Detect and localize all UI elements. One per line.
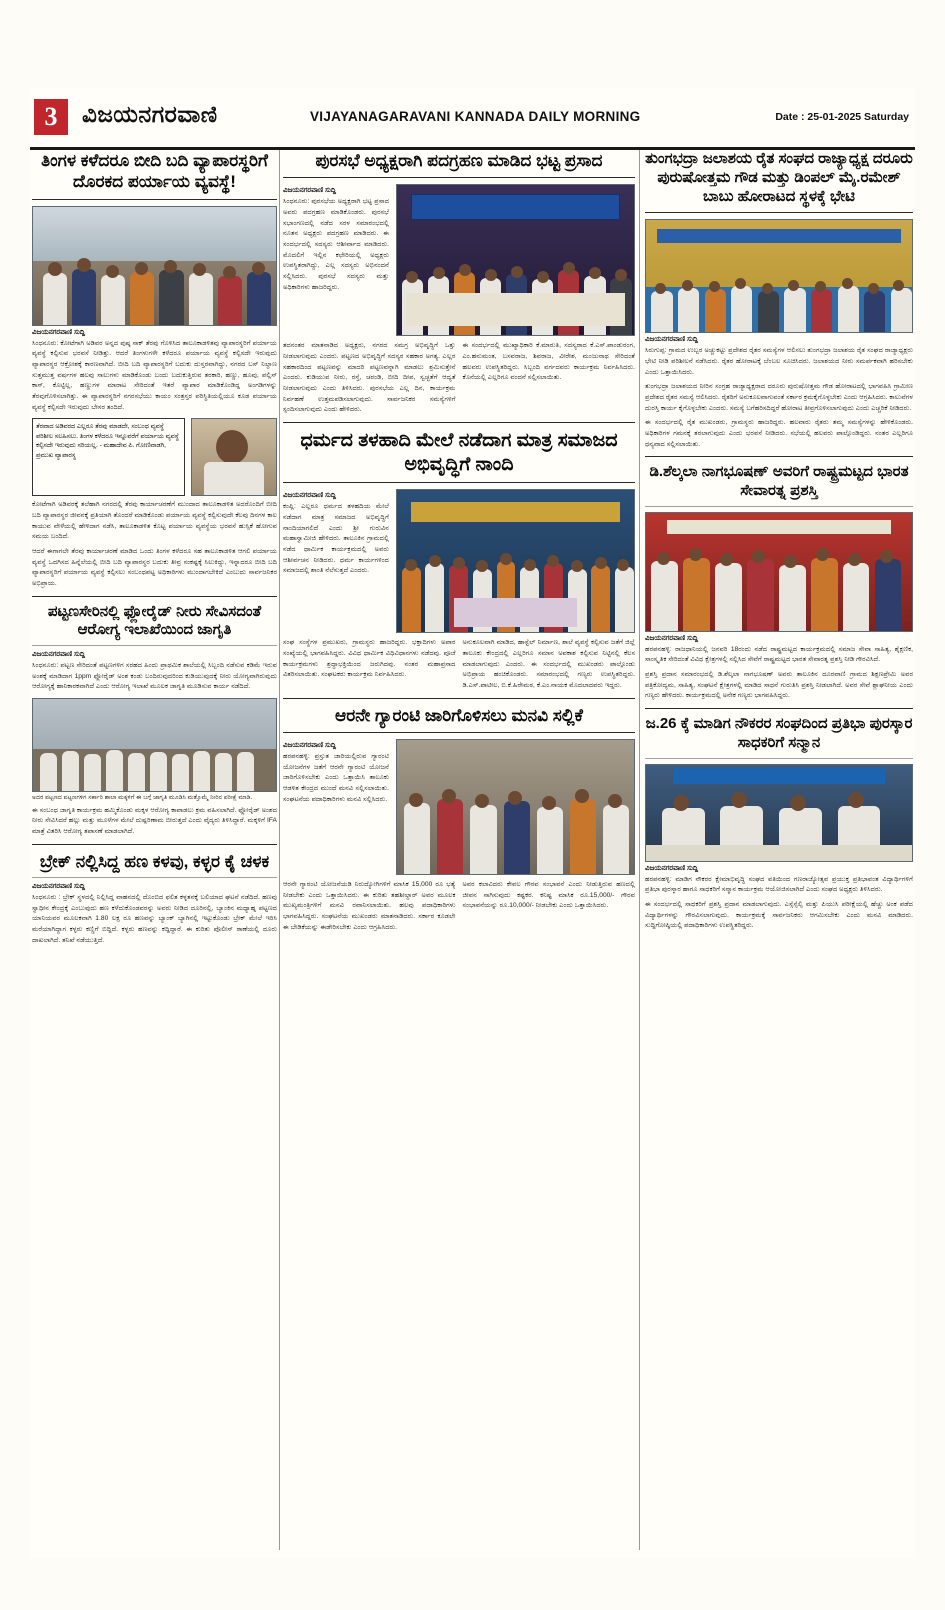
photo-school-students — [32, 698, 277, 792]
byline-c2-3: ವಿಜಯನಗರವಾಣಿ ಸುದ್ದಿ — [283, 742, 337, 750]
byline-c3-2: ವಿಜಯನಗರವಾಣಿ ಸುದ್ದಿ — [645, 634, 699, 642]
photo-vendor-portrait — [191, 418, 277, 496]
byline-2: ವಿಜಯನಗರವಾಣಿ ಸುದ್ದಿ — [32, 651, 86, 659]
article-guarantee-b: ಆರನೇ ಗ್ಯಾರಂಟಿ ಯೋಜನೆಯಡಿ ನಿರುದ್ಯೋಗಿಗಳಿಗೆ ಮಾಸಿಕ 15,000 ರೂ ಭತ್ಯೆ ನೀಡಬೇಕು ಎಂದು ಒತ್ತಾಯಿಸಿದರು. ಈ ಕುರಿತು ತಹಶೀಲ್ದಾರ್ ಅವರ ಮೂಲಕ ಮುಖ್ಯಮಂತ್ರಿಗಳಿಗೆ ಮನವಿ ರವಾನಿಸಲಾಯಿತು. ಹಲವು ಪದಾಧಿಕಾರಿಗಳು ಭಾಗವಹಿಸಿದ್ದರು. ಸಂಘಟನೆಯ ಮುಖಂಡರು ಮಾತನಾಡಿದರು. ಸರ್ಕಾರ ಕೂಡಲೇ ಈ ಬೇಡಿಕೆಯನ್ನು ಈಡೇರಿಸಬೇಕು ಎಂದು ಆಗ್ರಹಿಸಿದರು. — [283, 881, 456, 931]
article-talent: ಹರಪನಹಳ್ಳಿ: ಮಾಡಿಗ ನೌಕರರ ಕ್ಷೇಮಾಭಿವೃದ್ಧಿ ಸಂಘದ ವತಿಯಿಂದ ಗಣರಾಜ್ಯೋತ್ಸವ ಪ್ರಯುಕ್ತ ಪ್ರತಿಭಾವಂತ ವಿದ್ಯಾರ್ಥಿಗಳಿಗೆ ಪ್ರತಿಭಾ ಪುರಸ್ಕಾರ ಹಾಗೂ ಸಾಧಕರಿಗೆ ಸನ್ಮಾನ ಕಾರ್ಯಕ್ರಮ ಆಯೋಜಿಸಲಾಗಿದೆ ಎಂದು ಸಂಘದ ಅಧ್ಯಕ್ಷರು ತಿಳಿಸಿದರು. — [645, 875, 913, 894]
byline-c3-3: ವಿಜಯನಗರವಾಣಿ ಸುದ್ದಿ — [645, 864, 699, 872]
article-award-b: ಪ್ರಶಸ್ತಿ ಪ್ರದಾನ ಸಮಾರಂಭದಲ್ಲಿ ಡಿ.ಶೆಲ್ಕಲಾ ನಾಗಭೂಷಣ್ ಅವರು ತಾಲೂಕಿನ ದೂರವಾಣಿ ಗ್ರಾಮದ ಶಿಕ್ಷಣಪ್ರೇಮಿ ಅವರ ಪತ್ರಿಕೋದ್ಯಮ, ಸಾಹಿತ್ಯ, ಸಂಘಟನೆ ಕ್ಷೇತ್ರಗಳಲ್ಲಿ ಮಾಡಿದ ಸಾಧನೆ ಗುರುತಿಸಿ ಪ್ರಶಸ್ತಿ ನೀಡಲಾಗಿದೆ. ಅವರ ಸೇವೆ ಶ್ಲಾಘನೀಯ ಎಂದು ಗಣ್ಯರು ಹೇಳಿದರು. ಕಾರ್ಯಕ್ರಮದಲ್ಲಿ ಅನೇಕ ಗಣ್ಯರು ಭಾಗವಹಿಸಿದ್ದರು. — [645, 671, 913, 700]
article-guarantee-c: ಅವರ ಕಲಾವಿದರು ಕೇವಲ ಗೌರವ ಸಂಭಾವನೆ ಎಂದು ನೀಡುತ್ತಿರುವ ಹಣದಲ್ಲಿ ಜೀವನ ಸಾಗಿಸುವುದು ಕಷ್ಟಕರ. ಕನಿಷ್ಟ ಮಾಸಿಕ ರೂ.15,000/- ಗೌರವ ಸಂಭಾವನೆಯನ್ನು ರೂ.10,000/- ನೀಡಬೇಕು ಎಂದು ಒತ್ತಾಯಿಸಿದರು. — [462, 881, 635, 910]
article-dharma-c: ಅನುಕೂಲವಾಗಿ ಮಾಡಿದ, ಹಾಸ್ಟೆಲ್ ನಿರ್ಮಾಣ, ಶಾಲೆ ವ್ಯವಸ್ಥೆ ಕಲ್ಪಿಸುವ ಜತೆಗೆ ಜಿಲ್ಲೆ ತಾಲೂಕು ಕೇಂದ್ರದಲ್ಲಿ ಎಲ್ಲರಿಗೂ ಸಮಾನ ಅವಕಾಶ ಕಲ್ಪಿಸುವ ನಿಟ್ಟಿನಲ್ಲಿ ಕೆಲಸ ಮಾಡಲಾಗುವುದು ಎಂದರು. ಈ ಸಂದರ್ಭದಲ್ಲಿ ಮುಖಂಡರು ಪಾಲ್ಗೊಂಡು ಅಭಿಪ್ರಾಯ ಹಂಚಿಕೊಂಡರು. ಸಮಾರಂಭದಲ್ಲಿ ಗಣ್ಯರು ಉಪಸ್ಥಿತರಿದ್ದರು. ಡಿ.ಎಸ್.ಪಾಟೀಲ, ಬಿ.ಕೆ.ಹಿರೇಮಠ, ಕೆ.ಎಂ.ನಾಯಕ ಮೊದಲಾದವರು ಇದ್ದರು. — [462, 639, 635, 690]
masthead-english-title — [310, 109, 640, 124]
column-right — [645, 150, 913, 932]
article-award: ಹರಪನಹಳ್ಳಿ: ರಾಜಧಾನಿಯಲ್ಲಿ ಜನವರಿ 18ರಂದು ನಡೆದ ರಾಷ್ಟ್ರಮಟ್ಟದ ಕಾರ್ಯಕ್ರಮದಲ್ಲಿ ಸಮಾಜ ಸೇವಾ ಸಾಹಿತ್ಯ, ಶೈಕ್ಷಣಿಕ, ಸಾಂಸ್ಕೃತಿಕ ಸೇರಿದಂತೆ ವಿವಿಧ ಕ್ಷೇತ್ರಗಳಲ್ಲಿ ಸಲ್ಲಿಸಿದ ಸೇವೆಗೆ ರಾಷ್ಟ್ರಮಟ್ಟದ ಭಾರತ ಸೇವಾರತ್ನ ಪ್ರಶಸ್ತಿ ನೀಡಿ ಗೌರವಿಸಿದೆ. — [645, 645, 913, 664]
article-fluoride-water-b: ಈ ಸಂಬಂಧ ಜಾಗೃತಿ ಕಾರ್ಯಕ್ರಮ ಹಮ್ಮಿಕೊಂಡು ಮಕ್ಕಳ ಆರೋಗ್ಯ ಕಾಪಾಡಲು ಕ್ರಮ ವಹಿಸಲಾಗಿದೆ. ಫ್ಲೋರೈಡ್ ಅಂಶದ ನೀರು ಸೇವಿಸಿದರೆ ಹಲ್ಲು ಮತ್ತು ಮೂಳೆಗಳ ಮೇಲೆ ದುಷ್ಪರಿಣಾಮ ಬೀರುತ್ತದೆ ಎಂದು ವೈದ್ಯರು ತಿಳಿಸಿದ್ದಾರೆ. ಮಕ್ಕಳಿಗೆ IFA ಮಾತ್ರೆ ವಿತರಿಸಿ ಆರೋಗ್ಯ ತಪಾಸಣೆ ಮಾಡಲಾಗಿದೆ. — [32, 806, 277, 836]
headline-municipal-president: ಪುರಸಭೆ ಅಧ್ಯಕ್ಷರಾಗಿ ಪದಗ್ರಹಣ ಮಾಡಿದ ಭಟ್ಟ ಪ್ರಸಾದ — [315, 151, 603, 170]
article-municipal-president-c: ಈ ಸಂದರ್ಭದಲ್ಲಿ ಮುಖ್ಯಾಧಿಕಾರಿ ಕೆ.ಮಾರುತಿ, ಸದಸ್ಯರಾದ ಕೆ.ಎಸ್.ಪಾಂಡುರಂಗ, ಎಂ.ಹನುಮಂತ, ಬಸವರಾಜ, ಶಿವರಾಜ, ವೀರೇಶ, ಮಂಜುನಾಥ ಸೇರಿದಂತೆ ಹಲವರು ಉಪಸ್ಥಿತರಿದ್ದರು. ಸಿಬ್ಬಂದಿ ವರ್ಗದವರು ಕಾರ್ಯಕ್ರಮ ನಿರ್ವಹಿಸಿದರು. ಕೊನೆಯಲ್ಲಿ ಎಲ್ಲರಿಗೂ ವಂದನೆ ಸಲ್ಲಿಸಲಾಯಿತು. — [462, 342, 635, 382]
article-guarantee: ಹರಪನಹಳ್ಳಿ: ಪ್ರಸ್ತುತ ಜಾರಿಯಲ್ಲಿರುವ ಗ್ಯಾರಂಟಿ ಯೋಜನೆಗಳ ಜತೆಗೆ ಆರನೇ ಗ್ಯಾರಂಟಿ ಯೋಜನೆ ಜಾರಿಗೊಳಿಸಬೇಕು ಎಂದು ಒತ್ತಾಯಿಸಿ ತಾಲೂಕು ಆಡಳಿತ ಕೇಂದ್ರದ ಮುಂದೆ ಮನವಿ ಸಲ್ಲಿಸಲಾಯಿತು. ಸಂಘಟನೆಯ ಪದಾಧಿಕಾರಿಗಳು ಮನವಿ ಸಲ್ಲಿಸಿದರು. — [283, 753, 389, 803]
article-municipal-president-b: ತದನಂತರ ಮಾತನಾಡಿದ ಅಧ್ಯಕ್ಷರು, ನಗರದ ಸಮಗ್ರ ಅಭಿವೃದ್ಧಿಗೆ ಒತ್ತು ನೀಡಲಾಗುವುದು ಎಂದರು. ಪಟ್ಟಣದ ಅಭಿವೃದ್ಧಿಗೆ ಸದಸ್ಯರ ಸಹಕಾರ ಅಗತ್ಯ. ಎಲ್ಲರ ಸಹಕಾರದಿಂದ ಪಟ್ಟಣವನ್ನು ಮಾದರಿ ಪಟ್ಟಣವನ್ನಾಗಿ ಮಾಡಲು ಶ್ರಮಿಸುತ್ತೇನೆ ಎಂದರು. ಕುಡಿಯುವ ನೀರು, ರಸ್ತೆ, ಚರಂಡಿ, ಬೀದಿ ದೀಪ, ಸ್ವಚ್ಛತೆಗೆ ಆದ್ಯತೆ ನೀಡಲಾಗುವುದು ಎಂದು ತಿಳಿಸಿದರು. ಪುರಸಭೆಯ ಎಲ್ಲ ದಿನ, ಕಾರ್ಯಕ್ರಮ ನಿರ್ವಹಣೆ ಉತ್ತಮಪಡಿಸಲಾಗುವುದು. ಸಾರ್ವಜನಿಕರ ಸಮಸ್ಯೆಗಳಿಗೆ ಸ್ಪಂದಿಸಲಾಗುವುದು ಎಂದು ಹೇಳಿದರು. — [283, 342, 456, 414]
masthead-date: Date : 25-01-2025 Saturday — [775, 111, 909, 123]
article-money-theft: ಸಿಂಧನೂರು : ಬ್ರೇಕ್ ಸ್ಥಳದಲ್ಲಿ ನಿಲ್ಲಿಸಿದ್ದ ವಾಹನದಲ್ಲಿ ದೊಂಬಿದ ಫಲಿತ ಕಳ್ಳತನಕ್ಕೆ ಬಲಿಯಾದ ಘಟನೆ ನಡೆದಿದೆ. ಹಣವು ಸ್ವಾಧೀನ ಕೇಂದ್ರಕ್ಕೆ ಎಂಬುವುದು ಹಣ ಕಳೆದುಕೊಂಡವರನ್ನು ಅವರು ನೀಡಿದ ದೂರಿನಲ್ಲಿ, ಬ್ಯಾಂಕಿನ ಮಧ್ಯಾಹ್ನ ಪಟ್ಟಣದ ಯಾನಿಯವರ ಮೂಲಕವಾಗಿ 1.80 ಲಕ್ಷ ರೂ ಹಣವನ್ನು ಬ್ಯಾಂಕ್ ಬ್ಯಾಗಿನಲ್ಲಿ ಇಟ್ಟುಕೊಂಡು ಬ್ರೇಕ್ ಮೇಲೆ ಇರಿಸಿ ಮರೆಯಾಗಿದ್ದಾಗ ಕಳ್ಳರು ಕಣ್ಣಿಗೆ ಬಿದ್ದಿದೆ. ಕಳ್ಳರು ಹಣವನ್ನು ಕದ್ದಿದ್ದಾರೆ. ಈ ಕುರಿತು ಪೊಲೀಸ್ ಠಾಣೆಯಲ್ಲಿ ದೂರು ದಾಖಲಾಗಿದೆ. ತನಿಖೆ ನಡೆಯುತ್ತಿದೆ. — [32, 894, 277, 944]
photo-dharma-function — [396, 489, 635, 633]
headline-money-theft: ಬ್ರೇಕ್ ನಲ್ಲಿಸಿದ್ದ ಹಣ ಕಳವು, ಕಳ್ಳರ ಕೈ ಚಳಕ — [39, 851, 270, 871]
column-center — [283, 150, 635, 933]
headline-tungabhadra-farmers: ತುಂಗಭದ್ರಾ ಜಲಾಶಯ ರೈತ ಸಂಘದ ರಾಜ್ಯಾಧ್ಯಕ್ಷ ದರೂರು ಪುರುಷೋತ್ತಮ ಗೌಡ ಮತ್ತು ಡಿಂಪಲ್ ಮೈ.ರಮೇಶ್ ಬಾಬು ಹೋರಾಟದ ಸ್ಥಳಕ್ಕೆ ಭೇಟಿ — [645, 150, 913, 205]
article-street-vendors-b: ಕೋಟೆಗಾಗಿ ಅಡಿವರಕ್ಕೆ ತಲೆಹಾಗಿ ನಗರದಲ್ಲಿ ತೆರವು ಕಾರ್ಯಾಚರಣೆಗೆ ಮುಂದಾದ ತಾಲೂಕಾಡಳಿತ ಅದರೊಂದಿಗೆ ಬೀದಿ ಬದಿ ವ್ಯಾಪಾರಸ್ಥರ ಜೀವನಕ್ಕೆ ಪ್ರತಿಯಾಗಿ ತೊಂದರೆ ಮಾಡಿಕೊಂಡು ಪರ್ಯಾಯ ವ್ಯವಸ್ಥೆ ಕಲ್ಪಿಸುವುದೇ ಕೆಲವು ದಿನಗಳ ಕಾಲ ಕಾಯುವ ವೇಳೆಯಲ್ಲಿ ಹೇಳಿದಾಗ ನಡೆಸಿ, ತಾಲೂಕಾಡಳಿತ ಕೊಟ್ಟ ಪರ್ಯಾಯ ವ್ಯವಸ್ಥೆಯ ಭರವಸೆ ಹುಸ್ಸಿಕೆ ಹೋಗುವ ಸಮಯ ಬಂದಿದೆ. — [32, 501, 277, 541]
headline-talent-award: ಜ.26 ಕ್ಕೆ ಮಾಡಿಗ ನೌಕರರ ಸಂಘದಿಂದ ಪ್ರತಿಭಾ ಪುರಸ್ಕಾರ ಸಾಧಕರಿಗೆ ಸನ್ಮಾನ — [645, 715, 913, 751]
photo-municipal-ceremony — [396, 184, 635, 336]
byline-c3-1: ವಿಜಯನಗರವಾಣಿ ಸುದ್ದಿ — [645, 336, 699, 344]
article-street-vendors-c: ಆದರೆ ಈಗಾಗಲೇ ತೆರವು ಕಾರ್ಯಾಚರಣೆ ಮಾಡಿದ ಒಂದು ತಿಂಗಳ ಕಳೆದರೂ ಸಹ ತಾಲೂಕಾಡಳಿತ ಆಗಲಿ ಪರ್ಯಾಯ ವ್ಯವಸ್ಥೆ ಒದಗಿಸದ ಹಿನ್ನೆಲೆಯಲ್ಲಿ ಬೀದಿ ಬದಿ ವ್ಯಾಪಾರಸ್ಥರ ಬದುಕು ತೀವ್ರ ಸಂಕಷ್ಟಕ್ಕೆ ಸಿಲುಕಿದ್ದು, ಇನ್ನಾದರೂ ಬೀದಿ ಬದಿ ವ್ಯಾಪಾರಸ್ಥರಿಗೆ ಪರ್ಯಾಯ ವ್ಯವಸ್ಥೆ ಕಲ್ಪಿಸಲು ಸಂಬಂಧಪಟ್ಟ ಅಧಿಕಾರಿಗಳು ಮುಂದಾಗಬೇಕಿದೆ ಎಂಬುದು ಸಾರ್ವಜನಿಕರ ಅಭಿಪ್ರಾಯ. — [32, 547, 277, 587]
quote-box: ತೆರವಾದ ಅಡಿವರದ ಎಲ್ಲರೂ ತೆರವು ಮಾಡದೇ, ಸಂಬಂಧ ವ್ಯವಸ್ಥೆ ಪರಿಶೀಲ ಸಲಹಿಸಲು. ತಿಂಗಳ ಕಳೆದರೂ ಇನ್ನೂವರೆಗೆ ಪರ್ಯಾಯ ವ್ಯವಸ್ಥೆ ಕಲ್ಪಿಸದೇ ಇರುವುದು ಸರಿಯಲ್ಲ. - ಮಹಾದೇವ ಪಿ. ಗೋಣಿವಾಡಗಿ, ಪ್ರಮುಖ ವ್ಯಾಪಾರಸ್ಥ — [32, 418, 185, 496]
photo-protest-group — [32, 206, 277, 326]
photo-memorandum-submission — [396, 739, 635, 875]
article-tungabhadra-b: ತುಂಗಭದ್ರಾ ಜಲಾಶಯದ ನೀರಿನ ಸಂಗ್ರಹ ರಾಜ್ಯಾಧ್ಯಕ್ಷರಾದ ದರೂರು ಪುರುಷೋತ್ತಮ ಗೌಡ ಹೋರಾಟದಲ್ಲಿ ಭಾಗವಹಿಸಿ ಗ್ರಾಮೀಣ ಪ್ರದೇಶದ ರೈತರ ಸಮಸ್ಯೆ ಆಲಿಸಿದರು. ರೈತರಿಗೆ ಅನುಕೂಲವಾಗುವಂತೆ ಸರ್ಕಾರ ಕ್ರಮಕೈಗೊಳ್ಳಬೇಕು ಎಂದು ಆಗ್ರಹಿಸಿದರು. ಕಾಲುವೆಗಳ ದುರಸ್ತಿ ಕಾರ್ಯ ಕೈಗೊಳ್ಳಬೇಕು ಎಂದರು. ಸಮಸ್ಯೆ ಬಗೆಹರಿಸದಿದ್ದರೆ ಹೋರಾಟ ತೀವ್ರಗೊಳಿಸಲಾಗುವುದು ಎಂದು ಎಚ್ಚರಿಕೆ ನೀಡಿದರು. — [645, 383, 913, 412]
article-tungabhadra: ಸಿರುಗುಪ್ಪ: ಗ್ರಾಮದ ಉಬ್ಬರ ಅಚ್ಚುಕಟ್ಟು ಪ್ರದೇಶದ ರೈತರ ಸಮಸ್ಯೆಗಳ ಆಲಿಸಲು ತುಂಗಭದ್ರಾ ಜಲಾಶಯ ರೈತ ಸಂಘದ ರಾಜ್ಯಾಧ್ಯಕ್ಷರು ಭೇಟಿ ನೀಡಿ ಪರಿಶೀಲನೆ ನಡೆಸಿದರು. ರೈತರ ಹೋರಾಟಕ್ಕೆ ಬೆಂಬಲ ಸೂಚಿಸಿದರು. ಜಲಾಶಯದ ನೀರು ಸಮರ್ಪಕವಾಗಿ ಹರಿಸಬೇಕು ಎಂದು ಒತ್ತಾಯಿಸಿದರು. — [645, 347, 913, 376]
article-talent-b: ಈ ಸಂದರ್ಭದಲ್ಲಿ ಸಾಧಕರಿಗೆ ಪ್ರಶಸ್ತಿ ಪ್ರದಾನ ಮಾಡಲಾಗುವುದು. ಎಸ್ಸೆಸ್ಸೆಲ್ಸಿ ಮತ್ತು ಪಿಯುಸಿ ಪರೀಕ್ಷೆಯಲ್ಲಿ ಹೆಚ್ಚು ಅಂಕ ಪಡೆದ ವಿದ್ಯಾರ್ಥಿಗಳನ್ನು ಗೌರವಿಸಲಾಗುವುದು. ಕಾರ್ಯಕ್ರಮಕ್ಕೆ ಸಾರ್ವಜನಿಕರು ಆಗಮಿಸಬೇಕು ಎಂದು ಮನವಿ ಮಾಡಿದರು. ಸುದ್ದಿಗೋಷ್ಠಿಯಲ್ಲಿ ಪದಾಧಿಕಾರಿಗಳು ಉಪಸ್ಥಿತರಿದ್ದರು. — [645, 901, 913, 930]
column-rule-1 — [279, 150, 280, 1550]
article-dharma-b: ಸಂಘ ಸಂಸ್ಥೆಗಳ ಪ್ರಮುಖರು, ಗ್ರಾಮಸ್ಥರು ಹಾಜರಿದ್ದರು. ಭಕ್ತಾದಿಗಳು ಅಪಾರ ಸಂಖ್ಯೆಯಲ್ಲಿ ಭಾಗವಹಿಸಿದ್ದರು. ವಿವಿಧ ಧಾರ್ಮಿಕ ವಿಧಿವಿಧಾನಗಳು ನಡೆದವು. ಪೂಜೆ ಕಾರ್ಯಕ್ರಮಗಳು ಶ್ರದ್ಧಾಭಕ್ತಿಯಿಂದ ಜರುಗಿದವು. ನಂತರ ಮಹಾಪ್ರಸಾದ ವಿತರಿಸಲಾಯಿತು. ಸಂಘಟಕರು ಕಾರ್ಯಕ್ರಮ ನಿರ್ವಹಿಸಿದರು. — [283, 639, 456, 679]
masthead-kannada-title: ವಿಜಯನಗರವಾಣಿ — [82, 101, 218, 127]
photo-award-ceremony — [645, 512, 913, 632]
headline-guarantee-memorandum: ಆರನೇ ಗ್ಯಾರಂಟಿ ಜಾರಿಗೊಳಿಸಲು ಮನವಿ ಸಲ್ಲಿಕೆ — [335, 705, 583, 725]
page-number: 3 — [34, 99, 68, 135]
headline-fluoride-water: ಪಟ್ಟಣಸೇರಿನಲ್ಲಿ ಫ್ಲೋರೈಡ್ ನೀರು ಸೇವಿಸದಂತೆ ಆರೋಗ್ಯ ಇಲಾಖೆಯಿಂದ ಜಾಗೃತಿ — [47, 602, 262, 639]
article-tungabhadra-c: ಈ ಸಂದರ್ಭದಲ್ಲಿ ರೈತ ಮುಖಂಡರು, ಗ್ರಾಮಸ್ಥರು ಹಾಜರಿದ್ದರು. ಹಲವಾರು ರೈತರು ತಮ್ಮ ಸಮಸ್ಯೆಗಳನ್ನು ಹೇಳಿಕೊಂಡರು. ಅಧಿಕಾರಿಗಳ ಗಮನಕ್ಕೆ ತರಲಾಗುವುದು ಎಂದು ಭರವಸೆ ನೀಡಿದರು. ಸಭೆಯಲ್ಲಿ ಹಲವರು ಪಾಲ್ಗೊಂಡಿದ್ದರು. ನಂತರ ಎಲ್ಲರಿಗೂ ಧನ್ಯವಾದ ಸಲ್ಲಿಸಲಾಯಿತು. — [645, 419, 913, 448]
headline-award-seva-ratna: ಡಿ.ಶೆಲ್ಕಲಾ ನಾಗಭೂಷಣ್ ಅವರಿಗೆ ರಾಷ್ಟ್ರಮಟ್ಟದ ಭಾರತ ಸೇವಾರತ್ನ ಪ್ರಶಸ್ತಿ — [649, 463, 909, 500]
photo-press-meet — [645, 764, 913, 862]
byline-c2-1: ವಿಜಯನಗರವಾಣಿ ಸುದ್ದಿ — [283, 187, 337, 195]
article-street-vendors: ಸಿಂಧನೂರು: ಕೋಟೆಗಾಗಿ ಅಡಿವರ ಅನ್ನದ ಪುಷ್ಠ ಸಾಕ್ ತೆರವು ಗೊಳಿಸಿದ ತಾಲೂಕಾಡಳಿತವು ವ್ಯಾಪಾರಸ್ಥರಿಗೆ ಪರ್ಯಾಯ ವ್ಯವಸ್ಥೆ ಕಲ್ಪಿಸುವ ಭರವಸೆ ನೀಡಿತ್ತು. ಆದರೆ ತಿಂಗಳುಗಳೇ ಕಳೆದರೂ ಪರ್ಯಾಯ ವ್ಯವಸ್ಥೆ ಕಲ್ಪಿಸದೇ ಇರುವುದು ವ್ಯಾಪಾರಸ್ಥರ ಆಕ್ರೋಶಕ್ಕೆ ಕಾರಣವಾಗಿದೆ. ಬೀದಿ ಬದಿ ವ್ಯಾಪಾರಸ್ಥರಿಗೆ ಬದುಕು ದುಸ್ತರವಾಗಿದ್ದು, ನಗರದ ಬಸ್ ನಿಲ್ದಾಣ ಸುತ್ತಮುತ್ತ ವರ್ಷಗಳ ಹಲವು ಸಾಲುಗಳು ಮಾಡಿಕೊಂಡು ಬಂದು ಬದುಕುತ್ತಿರುವ ತರಕಾರಿ, ಹಣ್ಣು, ಹೂವು, ಪಲ್ಲಿಸ್ ಕಾಸ್, ಕೊಟ್ಟಿಲ್ಲ, ಹಣ್ಣುಗಳ ಮಾರಾಟ ಸೇರಿದಂತೆ ಇತರೆ ವ್ಯಾಪಾರ ಮಾಡಿಕೊಂಡಿದ್ದ ಅಂಗಡಿಗಳನ್ನು ತೆರವುಗೊಳಿಸಲಾಗಿತ್ತು. ಈ ವ್ಯಾಪಾರಸ್ಥರಿಗೆ ನಗರಸಭೆಯು ಕಾಯಂ ಸಂತ್ರಸ್ತರ ಪರಿಸ್ಥಿತಿಯಲ್ಲಿಯೂ ಕೂಡ ಪರ್ಯಾಯ ವ್ಯವಸ್ಥೆ ಕಲ್ಪಿಸದೇ ಇರುವುದು ಬೇಸರ ತಂದಿದೆ. — [32, 339, 277, 411]
article-dharma: ಕಂಪ್ಲಿ: ಎಲ್ಲರೂ ಧರ್ಮದ ತಳಹದಿಯ ಮೇಲೆ ನಡೆದಾಗ ಮಾತ್ರ ಸಮಾಜದ ಅಭಿವೃದ್ಧಿಗೆ ನಾಂದಿಯಾಗಲಿದೆ ಎಂದು ಶ್ರೀ ಗುರುವಿನ ಮಹಾಸ್ವಾಮೀಜಿ ಹೇಳಿದರು. ತಾಲೂಕಿನ ಗ್ರಾಮದಲ್ಲಿ ನಡೆದ ಧಾರ್ಮಿಕ ಕಾರ್ಯಕ್ರಮದಲ್ಲಿ ಅವರು ಆಶೀರ್ವಚನ ನೀಡಿದರು. ಧರ್ಮ ಕಾರ್ಯಗಳಿಂದ ಸಮಾಜದಲ್ಲಿ ಶಾಂತಿ ನೆಲೆಸುತ್ತದೆ ಎಂದರು. — [283, 503, 389, 575]
headline-dharma: ಧರ್ಮದ ತಳಹಾದಿ ಮೇಲೆ ನಡೆದಾಗ ಮಾತ್ರ ಸಮಾಜದ ಅಭಿವೃದ್ಧಿಗೆ ನಾಂದಿ — [300, 429, 618, 475]
byline-1: ವಿಜಯನಗರವಾಣಿ ಸುದ್ದಿ — [32, 328, 86, 336]
article-municipal-president: ಸಿಂಧನೂರು: ಪುರಸಭೆಯ ಅಧ್ಯಕ್ಷರಾಗಿ ಭಟ್ಟ ಪ್ರಸಾದ ಅವರು ಪದಗ್ರಹಣ ಮಾಡಿಕೊಂಡರು. ಪುರಸಭೆ ಸಭಾಂಗಣದಲ್ಲಿ ನಡೆದ ಸರಳ ಸಮಾರಂಭದಲ್ಲಿ ನೂತನ ಅಧ್ಯಕ್ಷರು ಪದಗ್ರಹಣ ಮಾಡಿದರು. ಈ ಸಂದರ್ಭದಲ್ಲಿ ಸದಸ್ಯರು ಆಶೀರ್ವಾದ ಮಾಡಿದರು. ಮೊದಲಿಗೆ ಇಲ್ಲಿನ ಕಛೇರಿಯಲ್ಲಿ ಅಧ್ಯಕ್ಷರು ಉಪಸ್ಥಿತರಾಗಿದ್ದು, ಎಲ್ಲ ಸದಸ್ಯರು ಅಭಿನಂದನೆ ಸಲ್ಲಿಸಿದರು. ಪುರಸಭೆ ಸದಸ್ಯರು ಮತ್ತು ಅಧಿಕಾರಿಗಳು ಹಾಜರಿದ್ದರು. — [283, 198, 389, 291]
byline-3: ವಿಜಯನಗರವಾಣಿ ಸುದ್ದಿ — [32, 883, 86, 891]
masthead-subtitle: KANNADA DAILY MORNING — [454, 109, 641, 124]
caption-school-students: ಅದರ ಪಟ್ಟಣದ ಪಟ್ಟಣಗಳಿಗ ಸರ್ಕಾರಿ ಶಾಲಾ ಮಕ್ಕಳಿಗೆ ಈ ಬಗ್ಗೆ ಜಾಗೃತಿ ಮೂಡಿಸಿ ಮತ್ತೊಮ್ಮೆ ನೀರಿನ ಪರೀಕ್ಷೆ ಮಾಡಿ. — [32, 794, 253, 802]
article-fluoride-water: ಸಿಂಧನೂರು: ಪಟ್ಟಣ ಸೇರಿದಂತೆ ಪಟ್ಟಣಗಳಿಗ ಸರಹದ ಹಿಂದು ಪ್ರಾಥಮಿಕ ಶಾಲೆಯಲ್ಲಿ ಸಿಬ್ಬಂದಿ ನಡೆಸುವ ಕಡಿಮೆ ಇರುವ ಅಂಶಕ್ಕೆ ಮಾಡಿದಾಗ 1ppm ಫ್ಲೋರೈಡ್ ಅಂಶ ಕಂಡು ಬಂದಿರುವುದರಿಂದ ಕುಡಿಯುವುದಕ್ಕೆ ನೀರು ಯೋಗ್ಯವಾಗಿರುವುದು ಆರೋಗ್ಯಕ್ಕೆ ಹಾನಿಕಾರಕವಾಗಿದೆ ಎಂದು ಆರೋಗ್ಯ ಇಲಾಖೆ ಮೂಲಕ ಜಾಗೃತಿ ಮೂಡಿಸುವ ಕಾರ್ಯ ನಡೆದಿದೆ. — [32, 662, 277, 691]
photo-banner — [411, 194, 620, 220]
masthead — [30, 95, 915, 150]
column-rule-2 — [639, 150, 640, 1550]
byline-c2-2: ವಿಜಯನಗರವಾಣಿ ಸುದ್ದಿ — [283, 492, 337, 500]
headline-street-vendors: ತಿಂಗಳ ಕಳೆದರೂ ಬೀದಿ ಬದಿ ವ್ಯಾಪಾರಸ್ಥರಿಗೆ ದೊರಕದ ಪರ್ಯಾಯ ವ್ಯವಸ್ಥೆ! — [41, 151, 268, 192]
masthead-english-name: VIJAYANAGARAVANI — [310, 109, 451, 124]
photo-farmers-meeting — [645, 219, 913, 333]
column-left — [32, 150, 277, 946]
